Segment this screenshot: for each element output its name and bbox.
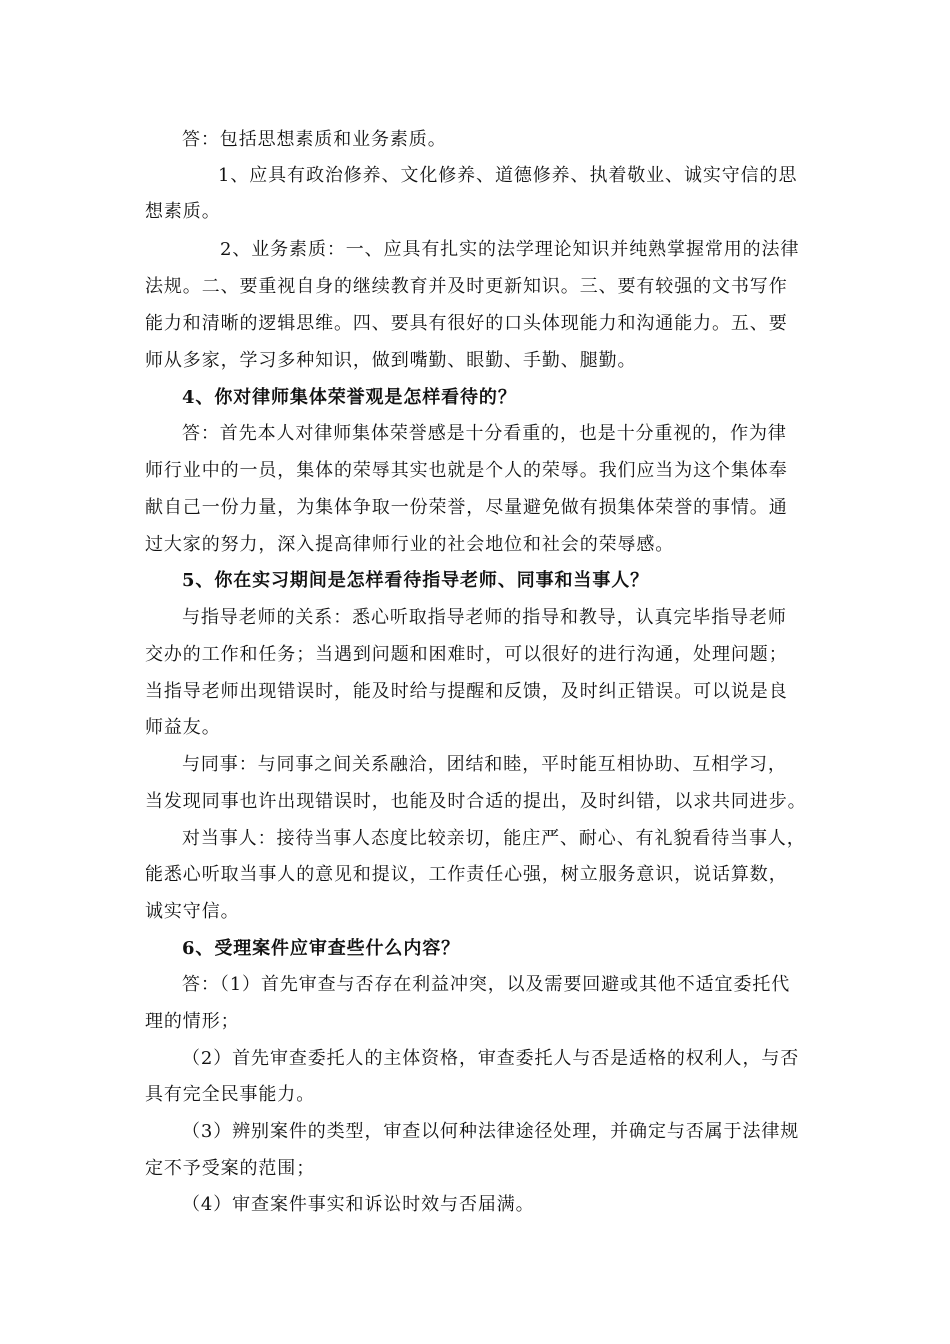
list-item-line: （3）辨别案件的类型，审查以何种法律途径处理，并确定与否属于法律规 [182,1121,800,1142]
answer-line: 答：（1）首先审查与否存在利益冲突，以及需要回避或其他不适宜委托代 [182,974,791,995]
paragraph-line: 当指导老师出现错误时，能及时给与提醒和反馈，及时纠正错误。可以说是良 [145,681,788,702]
paragraph-line: 定不予受案的范围； [145,1158,316,1179]
paragraph-line: 对当事人：接待当事人态度比较亲切，能庄严、耐心、有礼貌看待当事人， [182,828,806,849]
question-heading: 4、你对律师集体荣誉观是怎样看待的？ [182,387,517,408]
paragraph-line: 2、业务素质：一、应具有扎实的法学理论知识并纯熟掌握常用的法律 [220,239,800,260]
paragraph-line: 师行业中的一员，集体的荣辱其实也就是个人的荣辱。我们应当为这个集体奉 [145,460,788,481]
paragraph-line: 理的情形； [145,1011,240,1032]
paragraph-line: 师益友。 [145,717,221,738]
paragraph-line: 当发现同事也许出现错误时，也能及时合适的提出，及时纠错，以求共同进步。 [145,791,807,812]
paragraph-line: 交办的工作和任务；当遇到问题和困难时，可以很好的进行沟通，处理问题； [145,644,788,665]
paragraph-line: 过大家的努力，深入提高律师行业的社会地位和社会的荣辱感。 [145,534,675,555]
paragraph-line: 与同事：与同事之间关系融洽，团结和睦，平时能互相协助、互相学习， [182,754,787,775]
answer-line: 答：首先本人对律师集体荣誉感是十分看重的，也是十分重视的，作为律 [182,423,787,444]
paragraph-line: 想素质。 [145,201,221,222]
paragraph-line: 具有完全民事能力。 [145,1084,316,1105]
question-heading: 6、受理案件应审查些什么内容？ [182,938,461,959]
paragraph-line: 1、应具有政治修养、文化修养、道德修养、执着敬业、诚实守信的思 [218,165,798,186]
paragraph-line: 能悉心听取当事人的意见和提议，工作责任心强，树立服务意识，说话算数， [145,864,788,885]
list-item-line: （4）审查案件事实和诉讼时效与否届满。 [182,1194,535,1215]
question-heading: 5、你在实习期间是怎样看待指导老师、同事和当事人？ [182,570,650,591]
paragraph-line: 师从多家，学习多种知识，做到嘴勤、眼勤、手勤、腿勤。 [145,350,637,371]
answer-line: 答：包括思想素质和业务素质。 [182,129,447,150]
list-item-line: （2）首先审查委托人的主体资格，审查委托人与否是适格的权利人，与否 [182,1048,800,1069]
paragraph-line: 法规。二、要重视自身的继续教育并及时更新知识。三、要有较强的文书写作 [145,276,788,297]
paragraph-line: 诚实守信。 [145,901,240,922]
paragraph-line: 与指导老师的关系：悉心听取指导老师的指导和教导，认真完毕指导老师 [182,607,787,628]
paragraph-line: 能力和清晰的逻辑思维。四、要具有很好的口头体现能力和沟通能力。五、要 [145,313,788,334]
paragraph-line: 献自己一份力量，为集体争取一份荣誉，尽量避免做有损集体荣誉的事情。通 [145,497,788,518]
